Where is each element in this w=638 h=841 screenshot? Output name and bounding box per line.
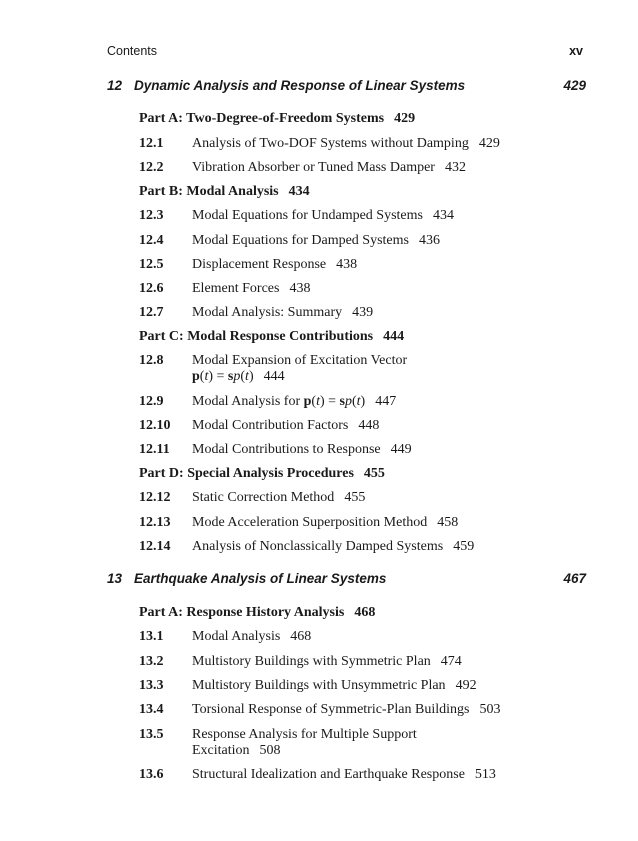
section-number: 13.2 [139,654,164,669]
part-label: Part A: Two-Degree-of-Freedom Systems [139,111,385,126]
section-number: 13.6 [139,767,164,782]
section-number: 13.1 [139,629,164,644]
section-title: Modal Analysis [192,629,281,644]
section-title: Response Analysis for Multiple Support [192,727,417,742]
section-page: 468 [290,629,312,644]
section-number: 12.12 [139,490,171,505]
part-label: Part B: Modal Analysis [139,184,279,199]
section-number: 13.4 [139,702,164,717]
section-number: 12.13 [139,515,171,530]
section-number: 12.14 [139,539,171,554]
section-title: Modal Contributions to Response [192,442,381,457]
chapter-number: 13 [107,571,123,586]
section-title: Mode Acceleration Superposition Method [192,515,428,530]
section-page: 455 [344,490,366,505]
part-page: 468 [354,605,376,620]
section-title: Vibration Absorber or Tuned Mass Damper [192,160,435,175]
part-heading [139,111,415,127]
section-page: 438 [336,257,358,272]
section-page: 508 [259,743,281,758]
section-title-continued: Excitation [192,743,250,758]
running-head-page-number: xv [569,44,583,58]
section-title: Structural Idealization and Earthquake Response [192,767,465,782]
part-page: 429 [394,111,416,126]
section-page: 436 [418,233,440,248]
section-number: 12.3 [139,208,164,223]
section-page: 503 [479,702,501,717]
part-label: Part D: Special Analysis Procedures [139,466,354,481]
part-page: 434 [288,184,310,199]
section-page: 438 [289,281,311,296]
chapter-title: Dynamic Analysis and Response of Linear Systems [134,78,466,93]
section-number: 12.8 [139,353,164,368]
section-title: Modal Contribution Factors [192,418,349,433]
section-number: 12.1 [139,136,164,151]
section-page: 459 [453,539,475,554]
part-label: Part C: Modal Response Contributions [139,329,374,344]
chapter-page: 467 [563,571,586,586]
equation: p(t) = sp(t) [303,394,366,409]
section-title: Modal Analysis for [192,394,301,409]
chapter-number: 12 [107,78,123,93]
section-number: 12.9 [139,394,164,409]
equation: p(t) = sp(t) [192,369,254,384]
section-number: 12.10 [139,418,171,433]
section-page: 474 [440,654,462,669]
section-page: 439 [352,305,374,320]
section-number: 12.5 [139,257,164,272]
section-title: Multistory Buildings with Symmetric Plan [192,654,431,669]
section-title: Displacement Response [192,257,327,272]
part-page: 455 [363,466,385,481]
section-number: 13.3 [139,678,164,693]
section-page: 492 [455,678,477,693]
section-page: 434 [432,208,454,223]
part-heading [139,184,310,200]
section-title: Analysis of Two-DOF Systems without Damping [192,136,469,151]
part-page: 444 [383,329,405,344]
running-head [107,44,583,62]
section-number: 12.7 [139,305,164,320]
part-heading [139,466,385,482]
section-page: 448 [358,418,380,433]
section-title: Modal Equations for Damped Systems [192,233,409,248]
chapter-page: 429 [563,78,586,93]
section-title: Analysis of Nonclassically Damped Systems [192,539,444,554]
section-page: 513 [474,767,496,782]
running-head-title: Contents [107,44,158,58]
section-number: 12.2 [139,160,164,175]
section-title: Element Forces [192,281,280,296]
part-heading [139,605,375,621]
section-title: Modal Expansion of Excitation Vector [192,353,408,368]
section-page: 429 [478,136,500,151]
section-page: 447 [375,394,397,409]
part-label: Part A: Response History Analysis [139,605,345,620]
chapter-13-heading [107,571,586,591]
section-number: 12.6 [139,281,164,296]
section-page: 458 [437,515,459,530]
section-title: Multistory Buildings with Unsymmetric Plan [192,678,446,693]
section-page: 432 [444,160,466,175]
section-page: 449 [390,442,412,457]
chapter-title: Earthquake Analysis of Linear Systems [134,571,387,586]
section-page: 444 [263,369,285,384]
part-heading [139,329,404,345]
section-number: 13.5 [139,727,164,742]
chapter-12-heading [107,78,586,98]
section-title: Static Correction Method [192,490,335,505]
section-title: Modal Analysis: Summary [192,305,343,320]
section-number: 12.4 [139,233,164,248]
section-title: Modal Equations for Undamped Systems [192,208,423,223]
section-title: Torsional Response of Symmetric-Plan Buildings [192,702,470,717]
section-number: 12.11 [139,442,170,457]
